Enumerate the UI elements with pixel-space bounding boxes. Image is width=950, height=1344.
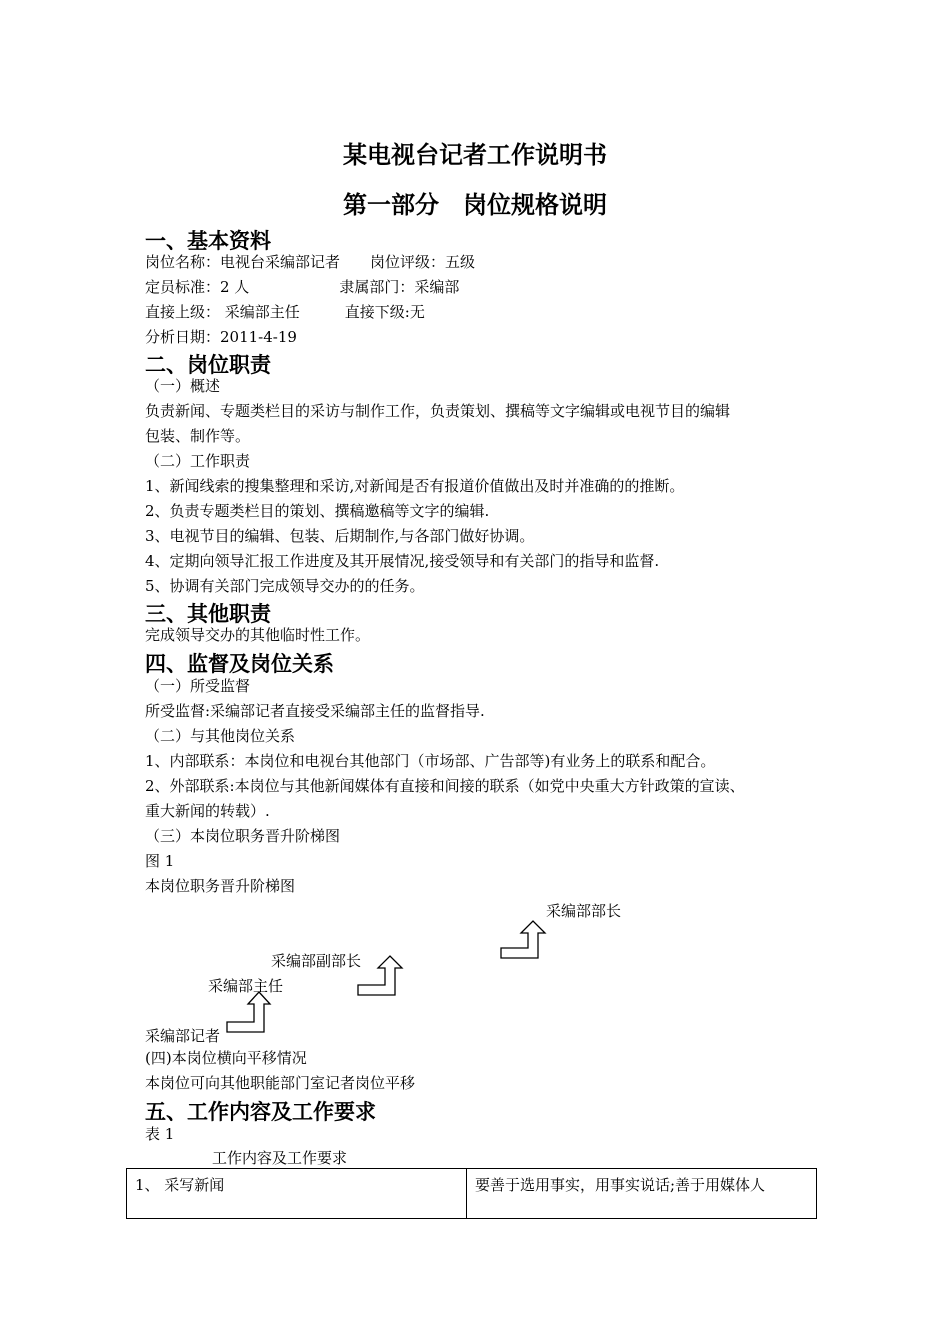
- duties-work-label: （二）工作职责: [145, 452, 251, 470]
- figure-label: 图 1: [145, 852, 175, 870]
- duties-overview-label: （一）概述: [145, 377, 221, 395]
- figure-caption: 本岗位职务晋升阶梯图: [145, 877, 296, 895]
- work-table: [126, 1168, 817, 1219]
- doc-subtitle: 第一部分 岗位规格说明: [343, 190, 607, 219]
- supervision-sub1: （一）所受监督: [145, 677, 251, 695]
- other-text: 完成领导交办的其他临时性工作。: [145, 626, 371, 644]
- table-label: 表 1: [145, 1125, 175, 1143]
- ladder-level-1: 采编部记者: [145, 1027, 221, 1045]
- duty-item: 2、负责专题类栏目的策划、撰稿邀稿等文字的编辑.: [145, 502, 490, 520]
- duty-item: 3、电视节目的编辑、包装、后期制作,与各部门做好协调。: [145, 527, 535, 545]
- duties-overview-text: 包装、制作等。: [145, 427, 251, 445]
- duty-item: 5、协调有关部门完成领导交办的的任务。: [145, 577, 425, 595]
- section-duties-heading: 二、岗位职责: [145, 352, 271, 377]
- supervision-sub1-text: 所受监督:采编部记者直接受采编部主任的监督指导.: [145, 702, 485, 720]
- basic-line: 岗位名称：电视台采编部记者 岗位评级：五级: [145, 253, 476, 271]
- supervision-sub4-text: 本岗位可向其他职能部门室记者岗位平移: [145, 1074, 416, 1092]
- section-work-heading: 五、工作内容及工作要求: [145, 1099, 376, 1124]
- duties-overview-text: 负责新闻、专题类栏目的采访与制作工作，负责策划、撰稿等文字编辑或电视节目的编辑: [145, 402, 731, 420]
- ladder-level-4: 采编部部长: [546, 902, 622, 920]
- section-other-heading: 三、其他职责: [145, 601, 271, 626]
- supervision-sub3: （三）本岗位职务晋升阶梯图: [145, 827, 341, 845]
- relation-external: 2、外部联系:本岗位与其他新闻媒体有直接和间接的联系（如党中央重大方针政策的宣读、: [145, 777, 745, 795]
- supervision-sub4: (四)本岗位横向平移情况: [145, 1049, 307, 1067]
- step-up-arrow-icon: [226, 990, 276, 1035]
- step-up-arrow-icon: [357, 955, 407, 1000]
- relation-external: 重大新闻的转载）.: [145, 802, 270, 820]
- duty-item: 4、定期向领导汇报工作进度及其开展情况,接受领导和有关部门的指导和监督.: [145, 552, 660, 570]
- table-row: [127, 1169, 817, 1219]
- duty-item: 1、新闻线索的搜集整理和采访,对新闻是否有报道价值做出及时并准确的的推断。: [145, 477, 685, 495]
- table-cell-requirement: 要善于选用事实，用事实说话;善于用媒体人: [467, 1169, 817, 1219]
- table-caption: 工作内容及工作要求: [212, 1149, 348, 1167]
- step-up-arrow-icon: [500, 920, 550, 965]
- relation-internal: 1、内部联系：本岗位和电视台其他部门（市场部、广告部等)有业务上的联系和配合。: [145, 752, 716, 770]
- basic-line: 直接上级： 采编部主任 直接下级:无: [145, 303, 425, 321]
- ladder-level-3: 采编部副部长: [271, 952, 362, 970]
- ladder-level-2: 采编部主任: [208, 977, 284, 995]
- supervision-sub2: （二）与其他岗位关系: [145, 727, 296, 745]
- section-supervision-heading: 四、监督及岗位关系: [145, 651, 334, 676]
- table-cell-content: 1、 采写新闻: [127, 1169, 467, 1219]
- doc-title: 某电视台记者工作说明书: [343, 140, 607, 169]
- basic-line: 分析日期：2011-4-19: [145, 328, 297, 346]
- section-basic-heading: 一、基本资料: [145, 228, 271, 253]
- basic-line: 定员标准：2 人 隶属部门：采编部: [145, 278, 460, 296]
